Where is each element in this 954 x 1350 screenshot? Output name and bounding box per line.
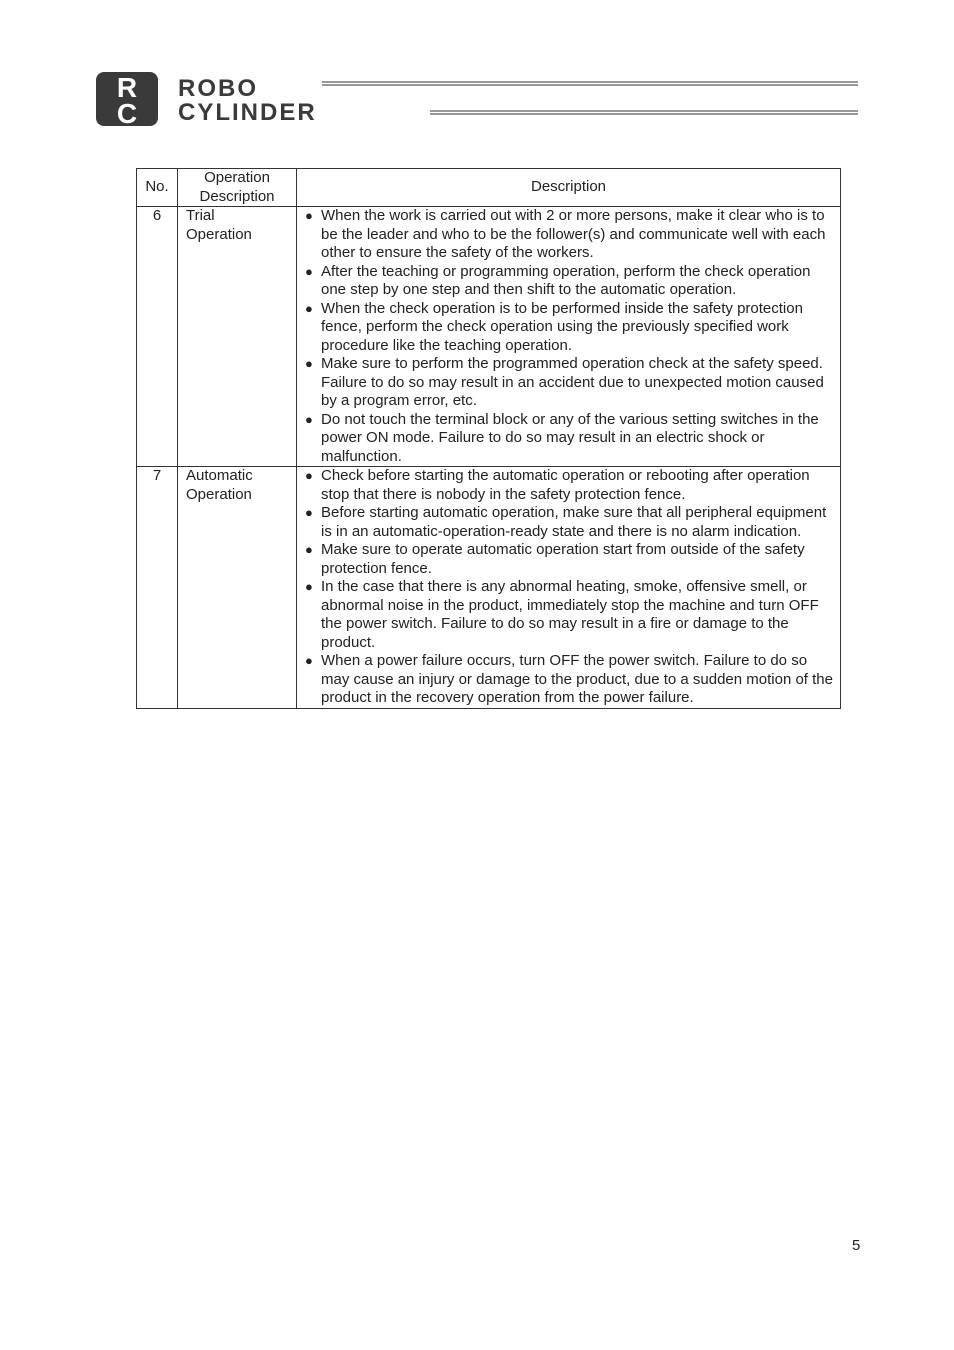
- header-operation-line1: Operation: [204, 169, 270, 186]
- list-item: [305, 411, 834, 467]
- bullet-icon: ●: [305, 263, 313, 279]
- list-item-text: Check before starting the automatic operation or rebooting after operation stop that there is nobody in the safety protection fence.: [321, 467, 810, 503]
- logo-graphic: [96, 72, 858, 126]
- list-item-text: When a power failure occurs, turn OFF the power switch. Failure to do so may cause an injury or damage to the product, due to a sudden motion of the product in the recovery operation from the power failure.: [321, 652, 833, 706]
- table-row: [137, 467, 841, 709]
- list-item: [305, 263, 834, 300]
- list-item: [305, 652, 834, 708]
- description-cell: [297, 207, 841, 467]
- list-item: [305, 300, 834, 356]
- list-item-text: When the check operation is to be performed inside the safety protection fence, perform the check operation using the previously specified work procedure like the teaching operation.: [321, 299, 803, 354]
- header-operation-line2: Description: [199, 187, 275, 205]
- page-number: 5: [852, 1237, 861, 1254]
- list-item: [305, 578, 834, 652]
- bullet-icon: ●: [305, 579, 313, 594]
- operation-cell: [178, 467, 297, 709]
- logo-text-robo: ROBO: [178, 75, 258, 102]
- description-list: [297, 207, 840, 466]
- robo-cylinder-logo: [96, 72, 858, 126]
- list-item-text: In the case that there is any abnormal heating, smoke, offensive smell, or abnormal noise in the product, immediately stop the machine and turn OFF the power switch. Failure to do so may result in a fire or damage to the product.: [321, 578, 819, 651]
- logo-text-cylinder: CYLINDER: [178, 99, 317, 126]
- list-item: [305, 467, 834, 504]
- row-number: 7: [152, 467, 162, 484]
- list-item-text: Do not touch the terminal block or any of the various setting switches in the power ON mode. Failure to do so may result in an electric shock or malfunction.: [321, 410, 819, 465]
- header-description: Description: [297, 169, 841, 207]
- row-number-cell: [137, 207, 178, 467]
- header-no: No.: [137, 169, 178, 207]
- list-item: [305, 207, 834, 263]
- list-item-text: After the teaching or programming operation, perform the check operation one step by one step and then shift to the automatic operation.: [321, 262, 811, 298]
- table-header-row: [137, 169, 841, 207]
- list-item: [305, 504, 834, 541]
- description-cell: [297, 467, 841, 709]
- bullet-icon: ●: [305, 208, 313, 223]
- header-operation-description: [178, 169, 297, 207]
- operation-line2: Operation: [186, 485, 252, 503]
- list-item-text: Make sure to operate automatic operation start from outside of the safety protection fence.: [321, 541, 805, 577]
- bullet-icon: ●: [305, 411, 313, 427]
- logo-monogram-top: R: [116, 72, 138, 103]
- bullet-icon: ●: [305, 653, 313, 668]
- bullet-icon: ●: [305, 505, 313, 520]
- bullet-icon: ●: [305, 468, 313, 483]
- row-number: 6: [152, 207, 162, 224]
- safety-precautions-table: [136, 168, 841, 709]
- operation-line1: Trial: [186, 207, 215, 224]
- description-list: [297, 467, 840, 708]
- list-item-text: Make sure to perform the programmed operation check at the safety speed. Failure to do so may result in an accident due to unexpected motion caused by a program error, etc.: [321, 355, 824, 409]
- list-item: [305, 355, 834, 411]
- bullet-icon: ●: [305, 542, 313, 557]
- list-item-text: Before starting automatic operation, make sure that all peripheral equipment is in an automatic-operation-ready state and there is no alarm indication.: [321, 504, 827, 540]
- list-item: [305, 541, 834, 578]
- operation-cell: [178, 207, 297, 467]
- operation-line2: Operation: [186, 225, 252, 243]
- logo-monogram-bottom: C: [116, 98, 138, 126]
- bullet-icon: ●: [305, 300, 313, 316]
- list-item-text: When the work is carried out with 2 or more persons, make it clear who is to be the leader and who to be the follower(s) and communicate well with each other to ensure the safety of the workers.: [321, 207, 826, 261]
- row-number-cell: [137, 467, 178, 709]
- bullet-icon: ●: [305, 356, 313, 371]
- table-row: [137, 207, 841, 467]
- operation-line1: Automatic: [186, 467, 253, 484]
